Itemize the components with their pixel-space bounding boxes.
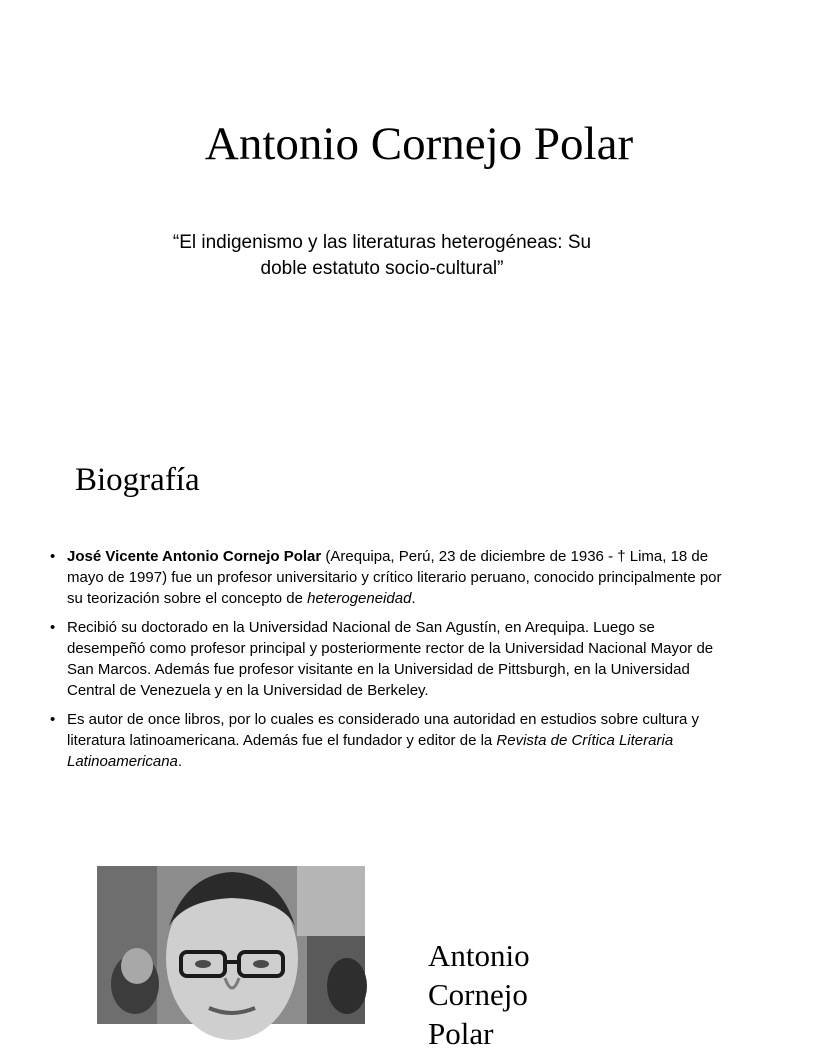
biography-slide (0, 430, 768, 840)
biography-heading: Biografía (75, 462, 200, 498)
subtitle-line-2: doble estatuto socio-cultural” (260, 258, 504, 279)
title-slide (0, 0, 768, 430)
presentation-title: Antonio Cornejo Polar (204, 118, 634, 170)
bullet-icon: • (50, 619, 56, 636)
works-text: Es autor de once libros, por lo cuales es considerado una autoridad en estudios sobre cultura y literatura latinoamericana. Además fue el fundador y editor de la (67, 711, 700, 749)
birth-text: (Arequipa, Perú, 23 de diciembre de 1936 - † Lima, 18 de mayo de 1997) fue un profesor universitario y crítico literario peruano, conocido principalmente por su teorización sobre el concepto de (67, 548, 722, 607)
career-text: Recibió su doctorado en la Universidad Nacional de San Agustín, en Arequipa. Luego se desempeñó como profesor principal y posteriormente rector de la Universidad Nacional Mayor de San Marcos. Además fue profesor visitante en la Universidad de Pittsburgh, en la Universidad Central de Venezuela y en la Universidad de Berkeley. (67, 619, 714, 699)
bullet-icon: • (50, 711, 56, 728)
photo-slide (0, 840, 768, 1051)
subtitle-line-1: “El indigenismo y las literaturas heterogéneas: Su (172, 232, 592, 253)
caption-line-2: Cornejo (428, 977, 528, 1012)
biography-list (50, 546, 730, 780)
works-text-end: . (177, 753, 183, 770)
biography-item-birth (50, 546, 730, 609)
biography-item-works (50, 709, 730, 772)
bullet-icon: • (50, 548, 56, 565)
birth-text-end: . (411, 590, 416, 607)
caption-line-1: Antonio (428, 938, 530, 973)
full-name: José Vicente Antonio Cornejo Polar (67, 548, 322, 565)
heterogeneity-term: heterogeneidad (307, 590, 412, 607)
photo-caption (428, 936, 608, 1053)
presentation-subtitle (100, 230, 664, 282)
biography-item-career (50, 617, 730, 701)
portrait-photo-graphic (97, 866, 365, 1024)
portrait-photo (97, 866, 365, 1024)
journal-title: Revista de Crítica Literaria Latinoamericana (67, 732, 674, 770)
caption-line-3: Polar (428, 1016, 494, 1051)
